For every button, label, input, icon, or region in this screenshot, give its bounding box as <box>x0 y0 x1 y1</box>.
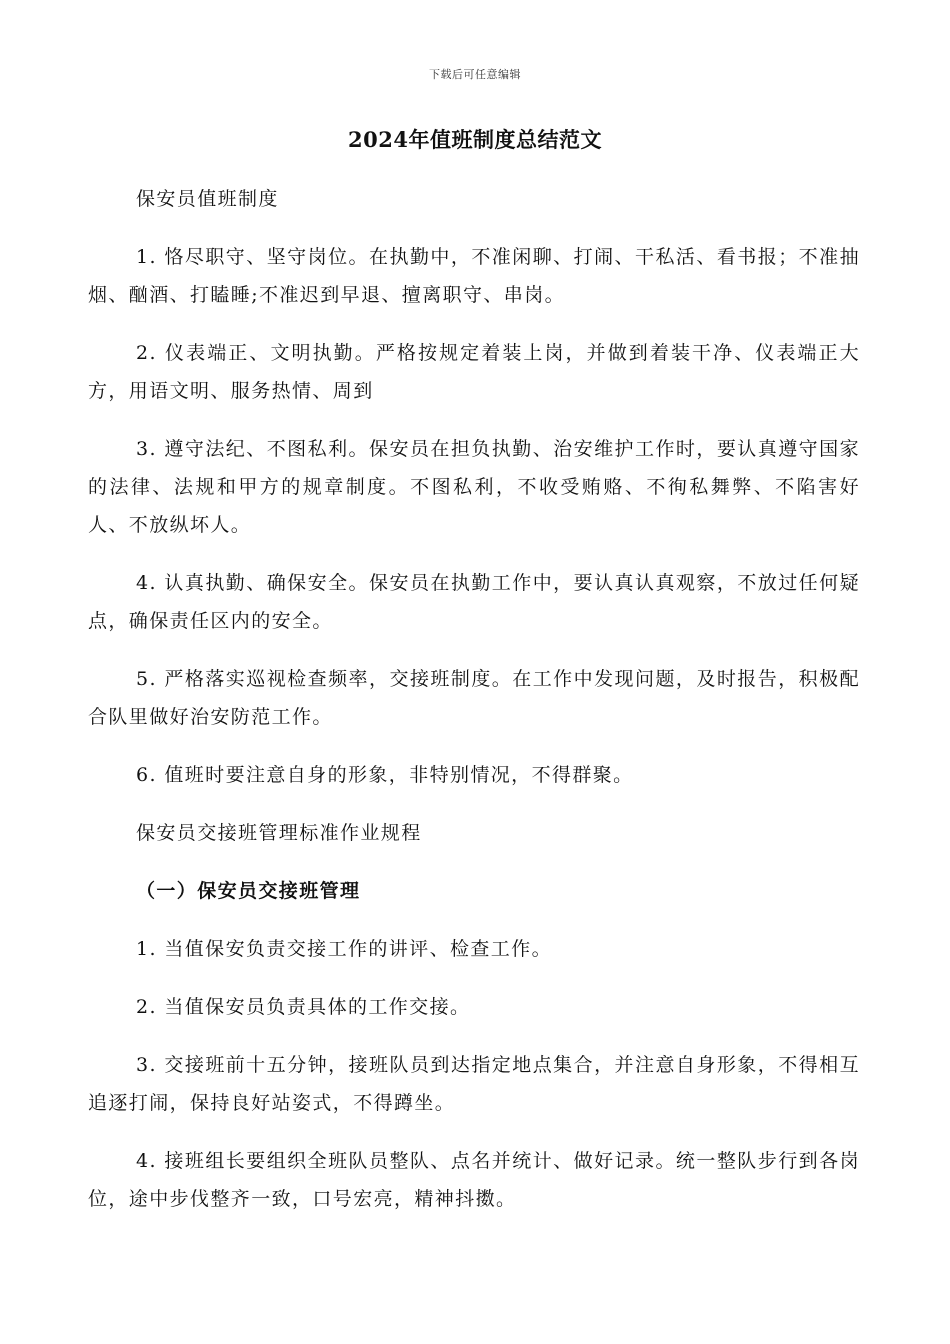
subsection-heading-handover-management: （一）保安员交接班管理 <box>136 880 361 902</box>
paragraph-rule-5: 5. 严格落实巡视检查频率，交接班制度。在工作中发现问题，及时报告，积极配合队里做好治安防范工作。 <box>88 668 860 728</box>
header-note: 下载后可任意编辑 <box>429 68 521 81</box>
document-title: 2024年值班制度总结范文 <box>348 127 602 152</box>
document-body <box>88 180 860 1238</box>
paragraph-handover-2: 2. 当值保安员负责具体的工作交接。 <box>136 996 471 1018</box>
paragraph-handover-4: 4. 接班组长要组织全班队员整队、点名并统计、做好记录。统一整队步行到各岗位，途中步伐整齐一致，口号宏亮，精神抖擞。 <box>88 1150 860 1210</box>
paragraph-rule-1: 1. 恪尽职守、坚守岗位。在执勤中，不准闲聊、打闹、干私活、看书报；不准抽烟、酗酒、打瞌睡;不准迟到早退、擅离职守、串岗。 <box>88 246 860 306</box>
paragraph-rule-6: 6. 值班时要注意自身的形象，非特别情况，不得群聚。 <box>136 764 634 786</box>
section-title-duty-system: 保安员值班制度 <box>136 188 279 210</box>
paragraph-handover-1: 1. 当值保安负责交接工作的讲评、检查工作。 <box>136 938 552 960</box>
section-title-handover-procedure: 保安员交接班管理标准作业规程 <box>136 822 422 844</box>
paragraph-rule-2: 2. 仪表端正、文明执勤。严格按规定着装上岗，并做到着装干净、仪表端正大方，用语文明、服务热情、周到 <box>88 342 860 402</box>
paragraph-rule-4: 4. 认真执勤、确保安全。保安员在执勤工作中，要认真认真观察，不放过任何疑点，确保责任区内的安全。 <box>88 572 860 632</box>
paragraph-rule-3: 3. 遵守法纪、不图私利。保安员在担负执勤、治安维护工作时，要认真遵守国家的法律、法规和甲方的规章制度。不图私利，不收受贿赂、不徇私舞弊、不陷害好人、不放纵坏人。 <box>88 438 860 536</box>
paragraph-handover-3: 3. 交接班前十五分钟，接班队员到达指定地点集合，并注意自身形象，不得相互追逐打闹，保持良好站姿式，不得蹲坐。 <box>88 1054 860 1114</box>
